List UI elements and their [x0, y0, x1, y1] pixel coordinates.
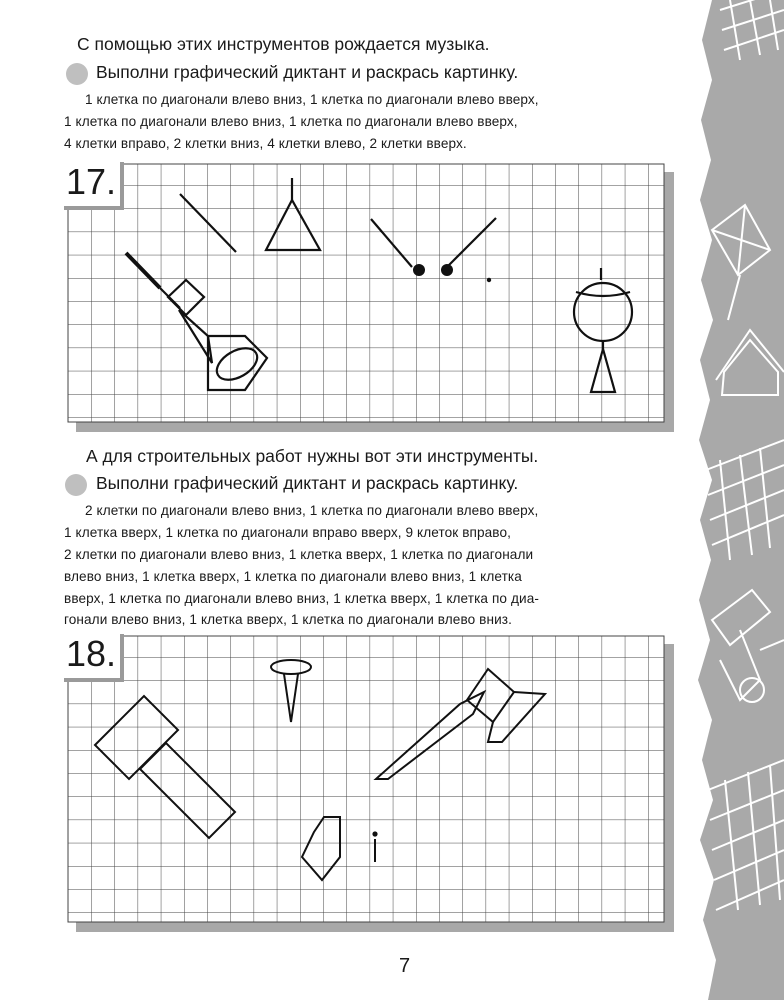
section1-dictation-line: 1 клетка по диагонали влево вниз, 1 клетка по диагонали влево вверх,	[85, 92, 539, 107]
section2-dictation-line: вверх, 1 клетка по диагонали влево вниз, 1 клетка вверх, 1 клетка по диа-	[64, 591, 539, 606]
section2-dictation-line: 2 клетки по диагонали влево вниз, 1 клетка по диагонали влево вверх,	[85, 503, 539, 518]
section2-dictation-line: 1 клетка вверх, 1 клетка по диагонали вправо вверх, 9 клеток вправо,	[64, 525, 512, 540]
grid-17	[62, 162, 676, 434]
section2-dictation-line: влево вниз, 1 клетка вверх, 1 клетка по диагонали влево вниз, 1 клетка	[64, 569, 522, 584]
section1-bullet-icon	[66, 63, 88, 85]
exercise-number-17: 17.	[60, 158, 120, 206]
section1-task: Выполни графический диктант и раскрась картинку.	[96, 62, 519, 82]
section1-dictation-line: 1 клетка по диагонали влево вниз, 1 клетка по диагонали влево вверх,	[64, 114, 518, 129]
section2-dictation-line: 2 клетки по диагонали влево вниз, 1 клетка вверх, 1 клетка по диагонали	[64, 547, 534, 562]
section1-intro: С помощью этих инструментов рождается музыка.	[77, 34, 490, 54]
section2-dictation-line: гонали влево вниз, 1 клетка вверх, 1 клетка по диагонали влево вниз.	[64, 612, 512, 627]
grid-18	[62, 634, 676, 934]
section1-dictation-line: 4 клетки вправо, 2 клетки вниз, 4 клетки влево, 2 клетки вверх.	[64, 136, 467, 151]
section2-task: Выполни графический диктант и раскрась картинку.	[96, 473, 519, 493]
section2-bullet-icon	[65, 474, 87, 496]
exercise-number-18: 18.	[60, 630, 120, 678]
page-number: 7	[399, 955, 411, 977]
section2-intro: А для строительных работ нужны вот эти инструменты.	[86, 446, 539, 466]
